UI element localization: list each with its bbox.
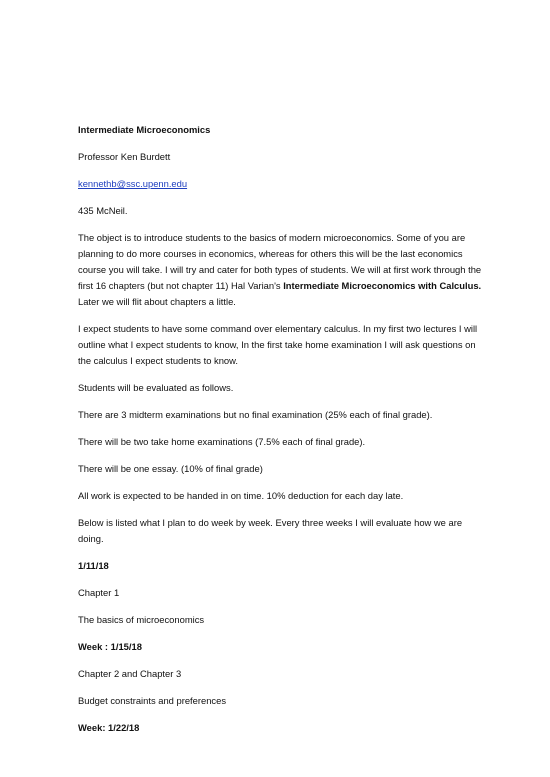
schedule-intro: Below is listed what I plan to do week by week. Every three weeks I will evaluate how we are doing. [78,517,463,544]
schedule-topic: The basics of microeconomics [78,614,205,625]
schedule-date: Week : 1/15/18 [78,641,142,652]
intro-paragraph [78,230,486,310]
take-home-policy: There will be two take home examinations (7.5% each of final grade). [78,436,366,447]
course-title: Intermediate Microeconomics [78,124,211,135]
midterm-policy: There are 3 midterm examinations but no final examination (25% each of final grade). [78,409,433,420]
schedule-chapters: Chapter 1 [78,587,120,598]
office-location: 435 McNeil. [78,205,128,216]
textbook-title: Intermediate Microeconomics with Calculus. [283,280,482,291]
intro-text-2: Later we will flit about chapters a little. [78,296,236,307]
email-paragraph [78,176,486,192]
email-link[interactable]: kennethb@ssc.upenn.edu [78,178,188,189]
professor-name: Professor Ken Burdett [78,151,171,162]
late-policy: All work is expected to be handed in on time. 10% deduction for each day late. [78,490,404,501]
evaluation-intro: Students will be evaluated as follows. [78,382,234,393]
schedule-date: 1/11/18 [78,560,109,571]
schedule-chapters: Chapter 2 and Chapter 3 [78,668,182,679]
essay-policy: There will be one essay. (10% of final grade) [78,463,263,474]
calculus-paragraph: I expect students to have some command over elementary calculus. In my first two lectures I will outline what I expect students to know, In the first take home examination I will ask questions on the calculus I expect students to know. [78,323,478,366]
intro-text-1: The object is to introduce students to the basics of modern microeconomics. Some of you are planning to do more courses in economics, whereas for others this will be the last economics course you will take. I will try and cater for both types of students. We will at first work through the first 16 chapters (but not chapter 11) Hal Varian's [78,232,482,291]
schedule-topic: Budget constraints and preferences [78,695,227,706]
schedule-date: Week: 1/22/18 [78,722,140,733]
